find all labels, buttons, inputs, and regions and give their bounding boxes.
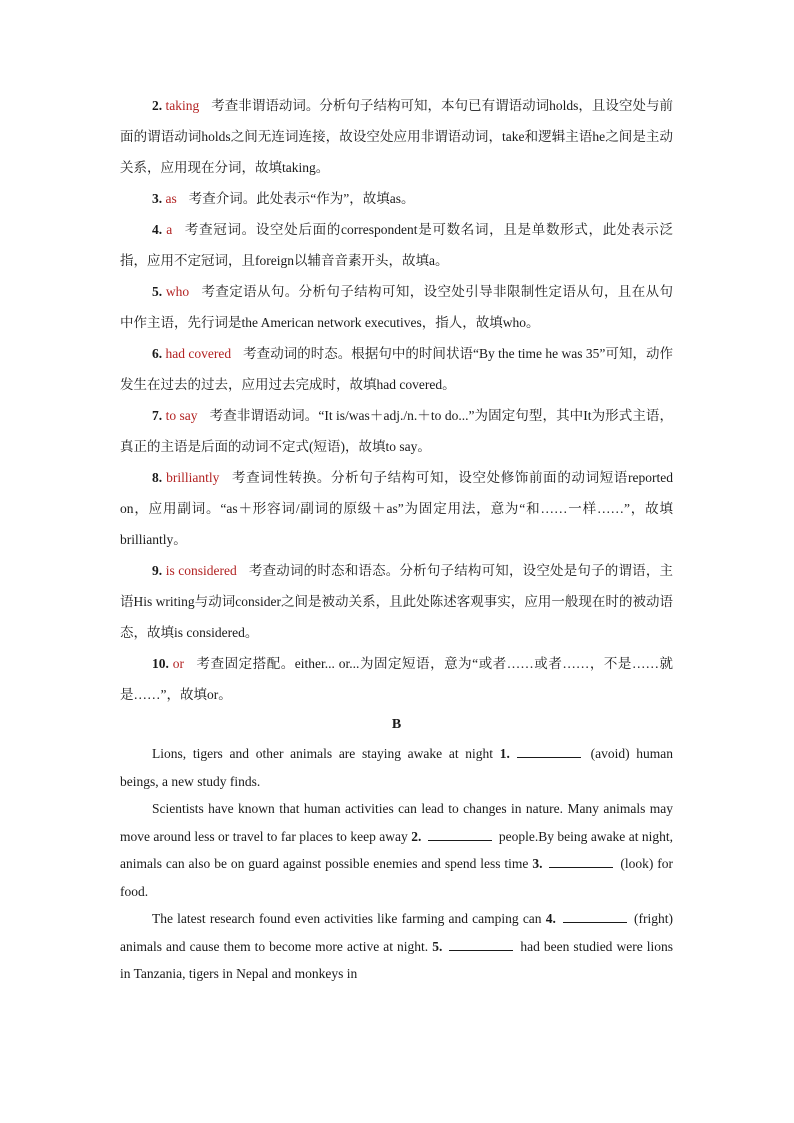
blank-line[interactable] [563,910,627,923]
passage-paragraph-2 [120,795,673,905]
passage-text: The latest research found even activities like farming and camping can [152,911,542,926]
document-page [120,90,673,988]
passage-text: (fright) animals and cause them to become more active at night. [120,911,674,954]
answer-key [120,90,673,710]
blank-number: 5. [432,938,443,954]
item-number: 3. [152,191,163,206]
answer-item-10 [120,648,673,710]
answer-item-2 [120,90,673,183]
item-number: 9. [152,563,163,578]
explanation-text: 考查冠词。设空处后面的correspondent是可数名词，且是单数形式，此处表示泛指，应用不定冠词，且foreign以辅音音素开头，故填a。 [120,222,673,268]
answer-item-4 [120,214,673,276]
passage-paragraph-3 [120,905,673,988]
passage-text: Lions, tigers and other animals are staying awake at night [152,746,494,761]
item-number: 4. [152,222,163,237]
item-number: 2. [152,98,163,113]
explanation-text: 考查介词。此处表示“作为”，故填as。 [188,191,415,206]
answer-text: had covered [165,346,232,361]
answer-item-3 [120,183,673,214]
passage-text: had been studied were lions in Tanzania, tigers in Nepal and monkeys in [120,938,673,981]
item-number: 6. [152,346,163,361]
passage-paragraph-1 [120,740,673,795]
explanation-text: 考查动词的时态。根据句中的时间状语“By the time he was 35”可知，动作发生在过去的过去，应用过去完成时，故填had covered。 [120,346,674,392]
answer-item-9 [120,555,673,648]
passage-text: (look) for food. [120,856,674,899]
blank-number: 4. [545,911,556,926]
explanation-text: 考查固定搭配。either... or...为固定短语，意为“或者……或者……，不是……就是……”，故填or。 [120,656,673,702]
answer-text: a [166,222,173,237]
explanation-text: 考查定语从句。分析句子结构可知，设空处引导非限制性定语从句，且在从句中作主语，先行词是the American network executives，指人，故填who。 [120,284,674,330]
section-title: B [391,717,402,732]
answer-text: or [172,656,185,671]
explanation-text: 考查动词的时态和语态。分析句子结构可知，设空处是句子的谓语，主语His writing与动词consider之间是被动关系，且此处陈述客观事实，应用一般现在时的被动语态，故填is considered。 [120,563,674,640]
answer-item-5 [120,276,673,338]
passage-text: (avoid) human beings, a new study finds. [120,746,673,789]
item-number: 8. [152,470,163,485]
blank-number: 1. [499,746,510,761]
answer-item-6 [120,338,673,400]
item-number: 10. [152,656,169,671]
answer-text: to say [165,408,198,423]
answer-text: brilliantly [166,470,220,485]
item-number: 7. [152,408,163,423]
passage [120,740,673,988]
passage-text: people.By being awake at night, animals can also be on guard against possible enemies and spend less time [120,828,674,871]
answer-text: as [165,191,177,206]
blank-number: 2. [411,828,422,844]
blank-line[interactable] [549,855,613,868]
explanation-text: 考查非谓语动词。“It is/was＋adj./n.＋to do...”为固定句型，其中It为形式主语，真正的主语是后面的动词不定式(短语)，故填to say。 [120,408,674,454]
blank-line[interactable] [428,828,492,841]
answer-text: who [165,284,190,299]
explanation-text: 考查词性转换。分析句子结构可知，设空处修饰前面的动词短语reported on，应用副词。“as＋形容词/副词的原级＋as”为固定用法，意为“和……一样……”，故填brilliantly。 [120,470,674,547]
blank-line[interactable] [517,745,581,758]
passage-text: Scientists have known that human activities can lead to changes in nature. Many animals may move around less or travel to far places to keep away [120,801,673,844]
answer-text: is considered [165,563,237,578]
blank-number: 3. [532,856,543,871]
item-number: 5. [152,284,163,299]
blank-line[interactable] [449,938,513,951]
answer-item-8 [120,462,673,555]
answer-item-7 [120,400,673,462]
answer-text: taking [165,98,200,113]
explanation-text: 考查非谓语动词。分析句子结构可知，本句已有谓语动词holds，且设空处与前面的谓语动词holds之间无连词连接，故设空处应用非谓语动词，take和逻辑主语he之间是主动关系，应用现在分词，故填taking。 [120,98,673,175]
